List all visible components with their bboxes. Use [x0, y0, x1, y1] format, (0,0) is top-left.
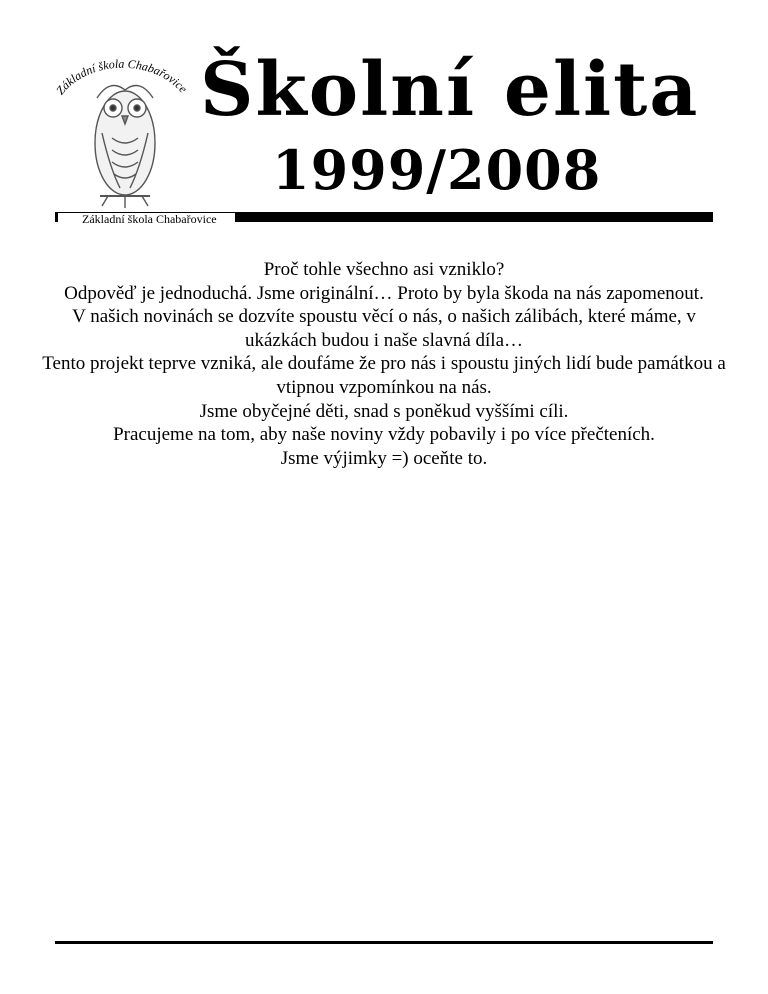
svg-text:Základní škola Chabařovice: Základní škola Chabařovice: [53, 56, 191, 98]
intro-text: [40, 258, 728, 470]
intro-line: Tento projekt teprve vzniká, ale doufáme že pro nás i spoustu jiných lidí bude památkou a vtipnou vzpomínkou na nás.: [42, 353, 726, 398]
school-name-label: Základní škola Chabařovice: [58, 213, 235, 226]
newsletter-years: 1999/2008: [272, 138, 602, 202]
intro-line: Jsme výjimky =) oceňte to.: [280, 447, 488, 469]
footer-rule: [55, 941, 713, 944]
intro-line: Jsme obyčejné děti, snad s poněkud vyššími cíli.: [199, 400, 569, 422]
intro-line: Pracujeme na tom, aby naše noviny vždy pobavily i po více přečteních.: [113, 424, 655, 446]
newsletter-title: Školní elita: [200, 47, 700, 133]
intro-line: Odpověď je jednoduchá. Jsme originální… Proto by byla škoda na nás zapomenout.: [64, 282, 704, 304]
owl-school-logo: [50, 38, 200, 214]
intro-line: Proč tohle všechno asi vzniklo?: [263, 259, 505, 280]
intro-line: V našich novinách se dozvíte spoustu věcí o nás, o našich zálibách, které máme, v ukázkách budou i naše slavná díla…: [72, 306, 696, 351]
